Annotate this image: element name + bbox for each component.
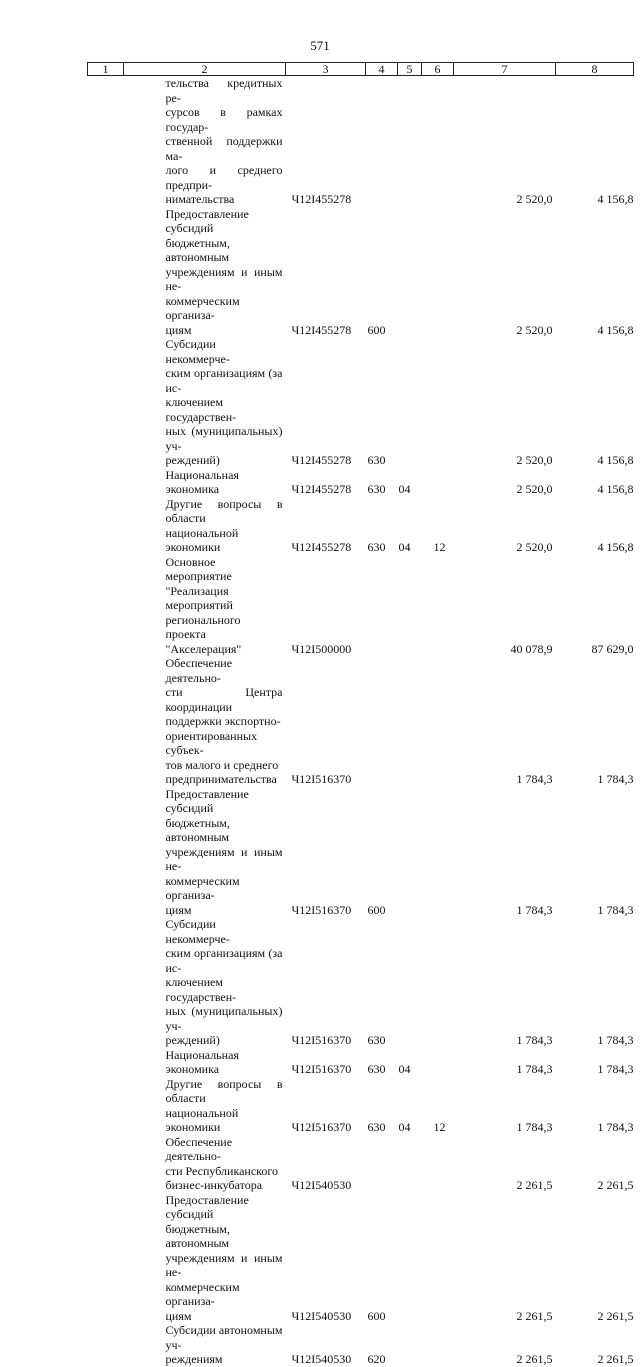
amount-col-7: 2 520,0 <box>516 322 553 337</box>
section-code: 04 <box>398 540 411 554</box>
item-name-line: сти Центра координации <box>165 685 283 714</box>
budget-table <box>87 62 634 1367</box>
section-code <box>398 656 422 787</box>
item-name-line: Субсидии некоммерче- <box>165 337 230 366</box>
item-name <box>124 76 286 207</box>
amount-col-7: 2 520,0 <box>516 453 553 467</box>
item-name-line: циям <box>165 902 192 917</box>
expense-type: 600 <box>367 902 386 917</box>
item-name-line: регионального проекта <box>165 612 241 641</box>
table-row <box>88 555 634 657</box>
table-row <box>88 1193 634 1324</box>
header-row <box>88 63 634 76</box>
item-name-line: "Реализация мероприятий <box>165 583 233 612</box>
amount-col-7: 2 520,0 <box>516 540 553 554</box>
section-code: 04 <box>398 1062 411 1076</box>
item-name-line: учреждениям и иным не- <box>165 264 283 293</box>
table-row <box>88 76 634 207</box>
amount-col-7: 2 261,5 <box>516 1308 553 1323</box>
section-code <box>398 555 422 657</box>
subsection-code <box>422 1135 454 1193</box>
amount-col-7: 2 520,0 <box>516 482 553 496</box>
subsection-code <box>422 1193 454 1324</box>
table-row <box>88 787 634 918</box>
expense-type: 630 <box>367 1120 386 1134</box>
item-name-line: тельства кредитных ре- <box>165 76 283 105</box>
item-name-line: нимательства <box>165 192 235 206</box>
amount-col-8: 1 784,3 <box>597 772 634 786</box>
expense-type: 630 <box>367 540 386 554</box>
row-blank-cell <box>88 1048 124 1077</box>
subsection-code <box>422 76 454 207</box>
table-row <box>88 1048 634 1077</box>
item-code: Ч12I455278 <box>291 482 352 496</box>
section-code: 04 <box>398 482 411 496</box>
item-name-line: Другие вопросы в области <box>165 496 283 525</box>
item-name-line: учреждениям и иным не- <box>165 1250 283 1279</box>
row-blank-cell <box>88 468 124 497</box>
table-row <box>88 917 634 1048</box>
section-code <box>398 917 422 1048</box>
row-blank-cell <box>88 497 124 555</box>
item-name <box>124 555 286 657</box>
item-code: Ч12I516370 <box>291 1120 352 1134</box>
item-name-line: Субсидии некоммерче- <box>165 917 230 946</box>
item-name-line: учреждениям и иным не- <box>165 844 283 873</box>
item-name-line: коммерческим организа- <box>165 1279 240 1308</box>
item-name-line: Предоставление субсидий <box>165 786 249 815</box>
table-row <box>88 1323 634 1367</box>
table-body <box>88 76 634 1367</box>
section-code: 04 <box>398 1120 411 1134</box>
item-name-line: реждений) <box>165 453 220 467</box>
expense-type <box>366 1135 398 1193</box>
item-name-line: предпринимательства <box>165 772 277 786</box>
section-code <box>398 1135 422 1193</box>
item-code: Ч12I540530 <box>291 1308 352 1323</box>
item-name-line: ключением государствен- <box>165 975 237 1004</box>
item-name-line: Предоставление субсидий <box>165 1192 249 1221</box>
table-row <box>88 1077 634 1135</box>
item-code: Ч12I540530 <box>291 1178 352 1192</box>
table-row <box>88 1135 634 1193</box>
item-name-line: "Акселерация" <box>165 641 242 656</box>
row-blank-cell <box>88 1193 124 1324</box>
item-name <box>124 656 286 787</box>
subsection-code <box>422 555 454 657</box>
item-name-line: реждениям <box>165 1352 223 1366</box>
subsection-code <box>422 207 454 338</box>
row-blank-cell <box>88 337 124 468</box>
subsection-code <box>422 787 454 918</box>
item-name <box>124 1193 286 1324</box>
item-name-line: Национальная экономика <box>165 1047 239 1076</box>
item-name-line: Предоставление субсидий <box>165 206 249 235</box>
item-name <box>124 787 286 918</box>
item-code: Ч12I516370 <box>291 772 352 786</box>
table-row <box>88 337 634 468</box>
section-code <box>398 1193 422 1324</box>
section-code <box>398 207 422 338</box>
expense-type: 630 <box>367 1033 386 1047</box>
header-col-3: 3 <box>286 63 366 76</box>
item-name-line: бюджетным, автономным <box>165 1221 230 1250</box>
item-name-line: ственной поддержки ма- <box>165 134 283 163</box>
item-name-line: сурсов в рамках государ- <box>165 105 283 134</box>
section-code <box>398 1323 422 1367</box>
subsection-code <box>422 337 454 468</box>
item-name-line: Обеспечение деятельно- <box>165 1134 233 1163</box>
row-blank-cell <box>88 207 124 338</box>
expense-type: 600 <box>367 322 386 337</box>
item-name <box>124 1048 286 1077</box>
expense-type: 630 <box>367 453 386 467</box>
row-blank-cell <box>88 1077 124 1135</box>
subsection-code <box>422 1048 454 1077</box>
amount-col-8: 1 784,3 <box>597 1120 634 1134</box>
row-blank-cell <box>88 917 124 1048</box>
amount-col-8: 4 156,8 <box>597 453 634 467</box>
expense-type <box>366 656 398 787</box>
expense-type <box>366 555 398 657</box>
amount-col-8: 1 784,3 <box>597 902 634 917</box>
section-code <box>398 787 422 918</box>
item-name-line: национальной экономики <box>165 525 239 554</box>
amount-col-8: 4 156,8 <box>597 540 634 554</box>
item-name-line: тов малого и среднего <box>165 757 279 772</box>
amount-col-8: 2 261,5 <box>597 1308 634 1323</box>
section-code <box>398 76 422 207</box>
item-code: Ч12I455278 <box>291 453 352 467</box>
header-col-8: 8 <box>556 63 634 76</box>
expense-type: 630 <box>367 482 386 496</box>
item-name-line: бюджетным, автономным <box>165 235 230 264</box>
item-name-line: Национальная экономика <box>165 467 239 496</box>
item-name <box>124 468 286 497</box>
item-name-line: сти Республиканского <box>165 1163 279 1178</box>
page-number: 571 <box>310 38 330 53</box>
item-name-line: поддержки экспортно- <box>165 714 281 728</box>
amount-col-8: 2 261,5 <box>597 1178 634 1192</box>
subsection-code <box>422 656 454 787</box>
item-name-line: Обеспечение деятельно- <box>165 656 233 685</box>
item-name-line: бюджетным, автономным <box>165 815 230 844</box>
item-name-line: бизнес-инкубатора <box>165 1178 263 1192</box>
item-name-line: коммерческим организа- <box>165 873 240 902</box>
item-name <box>124 1323 286 1367</box>
table-row <box>88 656 634 787</box>
header-col-5: 5 <box>398 63 422 76</box>
header-col-6: 6 <box>422 63 454 76</box>
amount-col-8: 87 629,0 <box>591 641 634 656</box>
item-name-line: ключением государствен- <box>165 395 237 424</box>
expense-type: 620 <box>367 1352 386 1366</box>
item-code: Ч12I455278 <box>291 540 352 554</box>
amount-col-8: 1 784,3 <box>597 1033 634 1047</box>
item-code: Ч12I500000 <box>291 641 352 656</box>
amount-col-8: 1 784,3 <box>597 1062 634 1076</box>
item-name-line: ных (муниципальных) уч- <box>165 1004 283 1033</box>
item-name-line: национальной экономики <box>165 1105 239 1134</box>
item-name-line: лого и среднего предпри- <box>165 163 283 192</box>
amount-col-7: 1 784,3 <box>516 772 553 786</box>
subsection-code: 12 <box>433 540 446 554</box>
expense-type <box>366 76 398 207</box>
item-code: Ч12I455278 <box>291 322 352 337</box>
amount-col-8: 2 261,5 <box>597 1352 634 1366</box>
item-name-line: Субсидии автономным уч- <box>165 1323 283 1352</box>
amount-col-7: 1 784,3 <box>516 1062 553 1076</box>
amount-col-7: 2 261,5 <box>516 1178 553 1192</box>
row-blank-cell <box>88 76 124 207</box>
item-name-line: ных (муниципальных) уч- <box>165 424 283 453</box>
item-code: Ч12I455278 <box>291 192 352 206</box>
item-name <box>124 337 286 468</box>
item-name-line: Основное мероприятие <box>165 554 232 583</box>
expense-type: 600 <box>367 1308 386 1323</box>
amount-col-7: 40 078,9 <box>510 641 553 656</box>
amount-col-7: 1 784,3 <box>516 1120 553 1134</box>
amount-col-8: 4 156,8 <box>597 192 634 206</box>
item-name-line: коммерческим организа- <box>165 293 240 322</box>
table-row <box>88 207 634 338</box>
header-col-2: 2 <box>124 63 286 76</box>
row-blank-cell <box>88 1323 124 1367</box>
row-blank-cell <box>88 555 124 657</box>
subsection-code <box>422 1323 454 1367</box>
item-code: Ч12I516370 <box>291 902 352 917</box>
item-name <box>124 1077 286 1135</box>
item-code: Ч12I516370 <box>291 1033 352 1047</box>
amount-col-7: 2 520,0 <box>516 192 553 206</box>
table-row <box>88 468 634 497</box>
item-name-line: ским организациям (за ис- <box>165 946 283 975</box>
item-name <box>124 207 286 338</box>
item-code: Ч12I516370 <box>291 1062 352 1076</box>
subsection-code: 12 <box>433 1120 446 1134</box>
item-name <box>124 497 286 555</box>
item-name-line: циям <box>165 322 192 337</box>
row-blank-cell <box>88 1135 124 1193</box>
header-col-7: 7 <box>454 63 556 76</box>
section-code <box>398 337 422 468</box>
row-blank-cell <box>88 656 124 787</box>
table-row <box>88 497 634 555</box>
item-name <box>124 1135 286 1193</box>
item-code: Ч12I540530 <box>291 1352 352 1366</box>
item-name-line: Другие вопросы в области <box>165 1076 283 1105</box>
amount-col-7: 2 261,5 <box>516 1352 553 1366</box>
expense-type: 630 <box>367 1062 386 1076</box>
header-col-1: 1 <box>88 63 124 76</box>
row-blank-cell <box>88 787 124 918</box>
item-name <box>124 917 286 1048</box>
amount-col-8: 4 156,8 <box>597 322 634 337</box>
amount-col-7: 1 784,3 <box>516 902 553 917</box>
amount-col-7: 1 784,3 <box>516 1033 553 1047</box>
subsection-code <box>422 917 454 1048</box>
item-name-line: ским организациям (за ис- <box>165 366 283 395</box>
item-name-line: ориентированных субъек- <box>165 728 258 757</box>
header-col-4: 4 <box>366 63 398 76</box>
item-name-line: реждений) <box>165 1033 220 1047</box>
amount-col-8: 4 156,8 <box>597 482 634 496</box>
item-name-line: циям <box>165 1308 192 1323</box>
subsection-code <box>422 468 454 497</box>
